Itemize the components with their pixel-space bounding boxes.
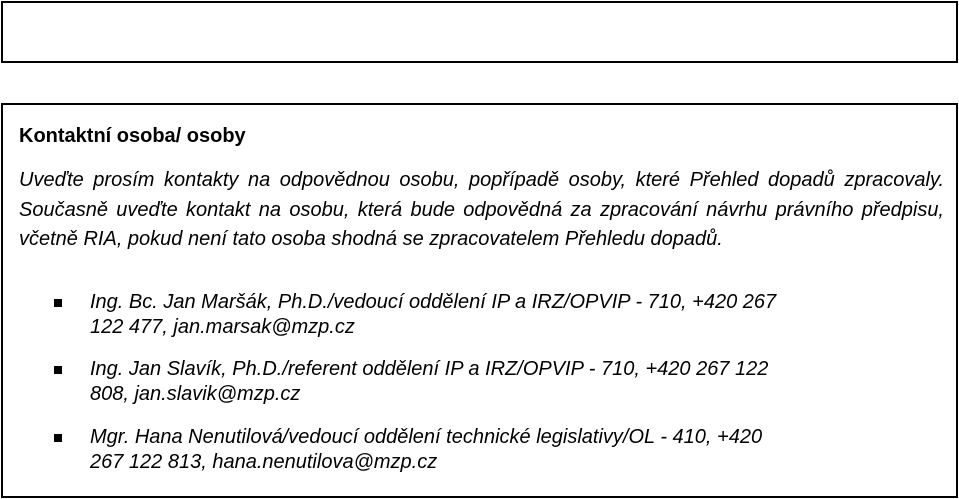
contact-line-2: 122 477, jan.marsak@mzp.cz <box>90 316 355 338</box>
top-frame <box>1 1 958 63</box>
bullet-icon <box>54 366 62 374</box>
contact-line-2: 267 122 813, hana.nenutilova@mzp.cz <box>90 451 438 473</box>
section-title: Kontaktní osoba/ osoby <box>19 125 246 147</box>
contact-line-1: Mgr. Hana Nenutilová/vedoucí oddělení technické legislativy/OL - 410, +420 <box>90 426 763 448</box>
contact-line-2: 808, jan.slavik@mzp.cz <box>90 383 301 405</box>
bullet-icon <box>54 434 62 442</box>
section-intro: Uveďte prosím kontakty na odpovědnou osobu, popřípadě osoby, které Přehled dopadů zpracovaly. Současně uveďte kontakt na osobu, která bude odpovědná za zpracování návrhu právního předpisu, včetně RIA, pokud není tato osoba shodná se zpracovatelem Přehledu dopadů. <box>19 169 944 250</box>
contact-item <box>90 425 940 475</box>
contact-item <box>90 290 940 340</box>
contact-item <box>90 357 940 407</box>
contact-line-1: Ing. Bc. Jan Maršák, Ph.D./vedoucí oddělení IP a IRZ/OPVIP - 710, +420 267 <box>90 291 777 313</box>
contact-line-1: Ing. Jan Slavík, Ph.D./referent oddělení IP a IRZ/OPVIP - 710, +420 267 122 <box>90 358 769 380</box>
bullet-icon <box>54 299 62 307</box>
